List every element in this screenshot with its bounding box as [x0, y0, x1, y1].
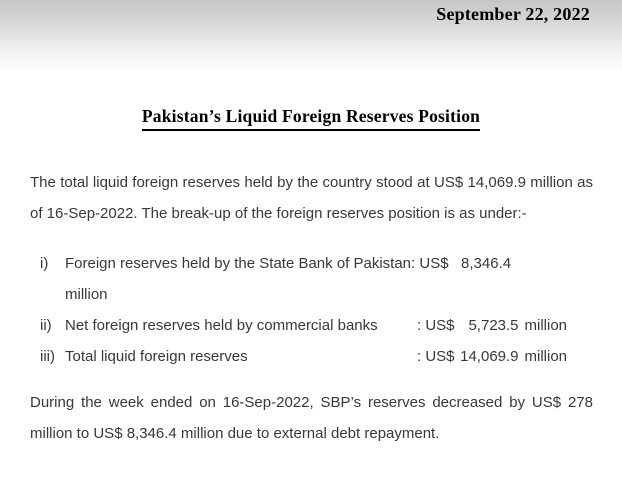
list-item-line-1: Foreign reserves held by the State Bank of Pakistan: US$ 8,346.4	[65, 255, 512, 272]
list-item-sbp-reserves	[40, 248, 593, 310]
list-item-currency: : US$	[417, 348, 455, 365]
list-item-unit: million	[524, 348, 568, 365]
list-item-line-2: million	[65, 286, 108, 303]
list-item-total-reserves	[40, 341, 593, 372]
title-row	[0, 106, 622, 131]
page-title: Pakistan’s Liquid Foreign Reserves Position	[142, 106, 480, 131]
reserves-list	[40, 248, 593, 372]
list-marker: ii)	[40, 317, 52, 334]
list-item-label: Net foreign reserves held by commercial banks	[65, 317, 378, 334]
list-item-value: 5,723.5	[468, 317, 519, 334]
list-item-commercial-banks	[40, 310, 593, 341]
document-date: September 22, 2022	[436, 4, 590, 24]
list-item-text	[65, 248, 593, 310]
list-item-label: Total liquid foreign reserves	[65, 348, 248, 365]
intro-paragraph: The total liquid foreign reserves held by the country stood at US$ 14,069.9 million as of 16-Sep-2022. The break-up of the foreign reserves position is as under:-	[30, 174, 593, 222]
list-marker: i)	[40, 255, 49, 272]
list-item-currency: : US$	[417, 317, 455, 334]
list-item-value: 14,069.9	[460, 348, 519, 365]
header-gradient-band	[0, 0, 622, 72]
list-marker: iii)	[40, 348, 55, 365]
list-item-unit: million	[524, 317, 568, 334]
closing-paragraph: During the week ended on 16-Sep-2022, SBP’s reserves decreased by US$ 278 million to US$ 8,346.4 million due to external debt repayment.	[30, 394, 593, 442]
